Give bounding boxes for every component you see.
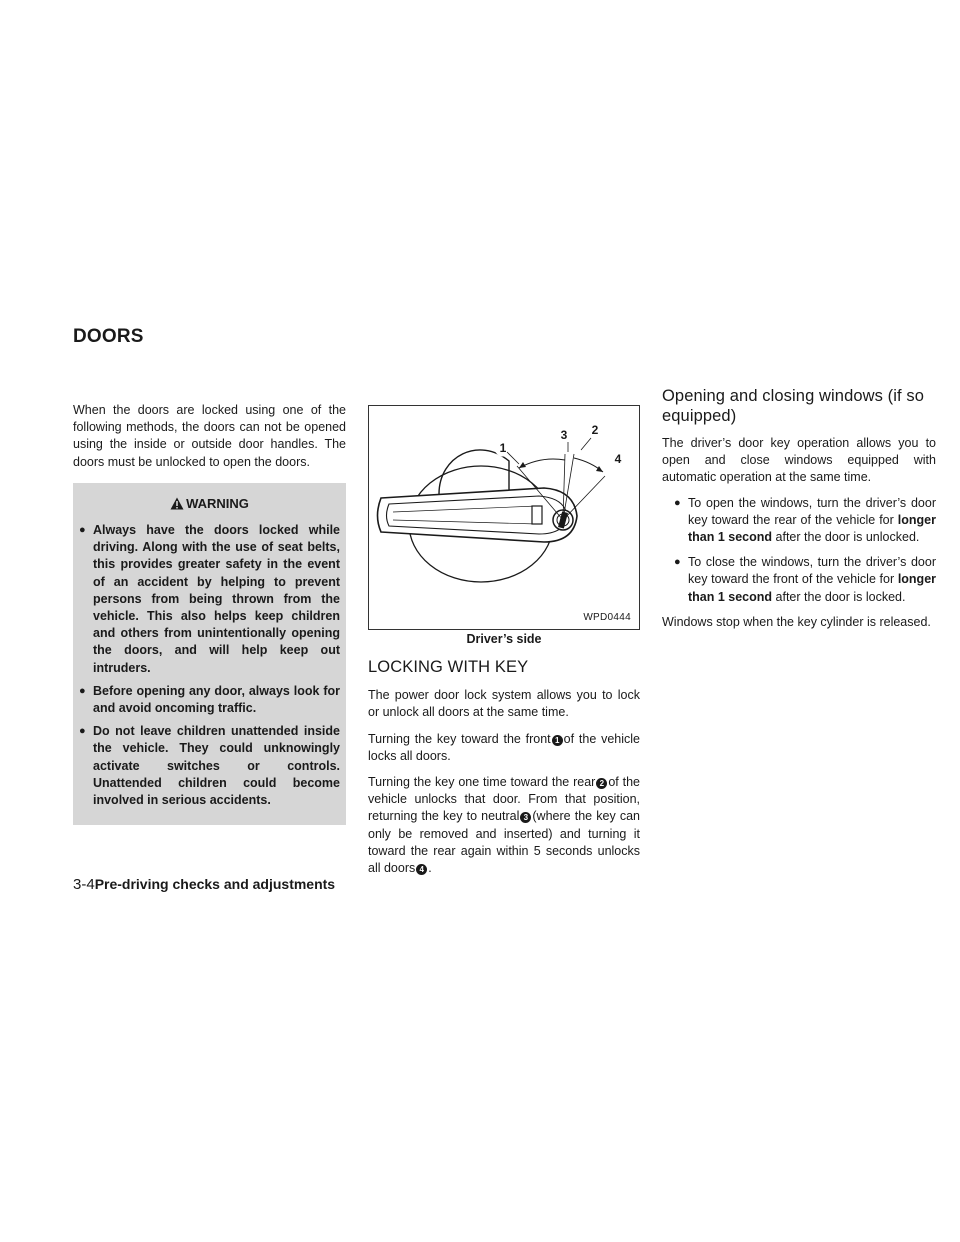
- number-3-icon: 3: [520, 812, 531, 823]
- bullet-icon: ●: [79, 524, 86, 537]
- figure-caption: Driver’s side: [466, 632, 542, 646]
- warning-item: [79, 522, 340, 677]
- bullet-icon: ●: [674, 556, 681, 569]
- warning-item: [79, 723, 340, 809]
- number-4-icon: 4: [416, 864, 427, 875]
- windows-bullets: [674, 495, 936, 606]
- warning-icon: [170, 497, 184, 514]
- column-right: [662, 386, 936, 639]
- warning-item: [79, 683, 340, 717]
- locking-paragraph-1: The power door lock system allows you to lock or unlock all doors at the same time.: [368, 688, 640, 720]
- warning-heading: [79, 495, 340, 514]
- list-item: ● To open the windows, turn the driver’s door key toward the rear of the vehicle for longer than 1 second after the door is unlocked.: [674, 495, 936, 547]
- figure-label-1: 1: [499, 441, 507, 455]
- section-title: DOORS: [73, 326, 144, 347]
- door-handle-illustration: [369, 406, 641, 631]
- page-number: 3-4: [73, 876, 95, 893]
- figure-label-3: 3: [560, 428, 568, 442]
- locking-paragraph-3: Turning the key one time toward the rear 2 of the vehicle unlocks that door. From that position, returning the key to neutral 3 (where the key can only be removed and inserted) and turning it toward the rear again within 5 seconds unlocks all doors 4 .: [368, 775, 641, 876]
- bullet-icon: ●: [79, 725, 86, 738]
- windows-paragraph-1: The driver’s door key operation allows you to open and close windows equipped with automatic operation at the same time.: [662, 436, 936, 485]
- bullet-icon: ●: [674, 496, 681, 509]
- list-item: ● To close the windows, turn the driver’s door key toward the front of the vehicle for longer than 1 second after the door is locked.: [674, 554, 936, 606]
- figure-label-4: 4: [614, 452, 622, 466]
- warning-box: [73, 483, 346, 825]
- warning-item-text: Do not leave children unattended inside the vehicle. They could unknowingly activate switches or controls. Unattended children could become involved in serious accidents.: [93, 724, 340, 808]
- warning-item-text: Before opening any door, always look for and avoid oncoming traffic.: [93, 683, 340, 716]
- number-1-icon: 1: [552, 735, 563, 746]
- page-footer: [73, 876, 335, 893]
- windows-paragraph-2: Windows stop when the key cylinder is released.: [662, 614, 931, 629]
- chapter-title: Pre-driving checks and adjustments: [94, 876, 336, 892]
- figure-label-2: 2: [591, 423, 599, 437]
- number-2-icon: 2: [596, 778, 607, 789]
- bullet-icon: ●: [79, 684, 86, 697]
- column-left: [73, 402, 346, 825]
- warning-item-text: Always have the doors locked while driving. Along with the use of seat belts, this provides greater safety in the event of an accident by helping to prevent persons from being thrown from the vehicle. This also helps keep children and others from unintentionally opening the doors, and will help keep out intruders.: [93, 523, 340, 675]
- figure-code: WPD0444: [583, 611, 631, 623]
- column-middle: [368, 405, 640, 886]
- locking-heading: LOCKING WITH KEY: [368, 658, 529, 677]
- intro-paragraph: When the doors are locked using one of the following methods, the doors can not be opened using the inside or outside door handles. The doors must be unlocked to open the doors.: [73, 403, 346, 469]
- windows-heading: Opening and closing windows (if so equipped): [662, 387, 925, 425]
- locking-paragraph-2: Turning the key toward the front 1 of the vehicle locks all doors.: [368, 731, 640, 763]
- door-handle-figure: [368, 405, 640, 630]
- warning-title: WARNING: [186, 495, 249, 511]
